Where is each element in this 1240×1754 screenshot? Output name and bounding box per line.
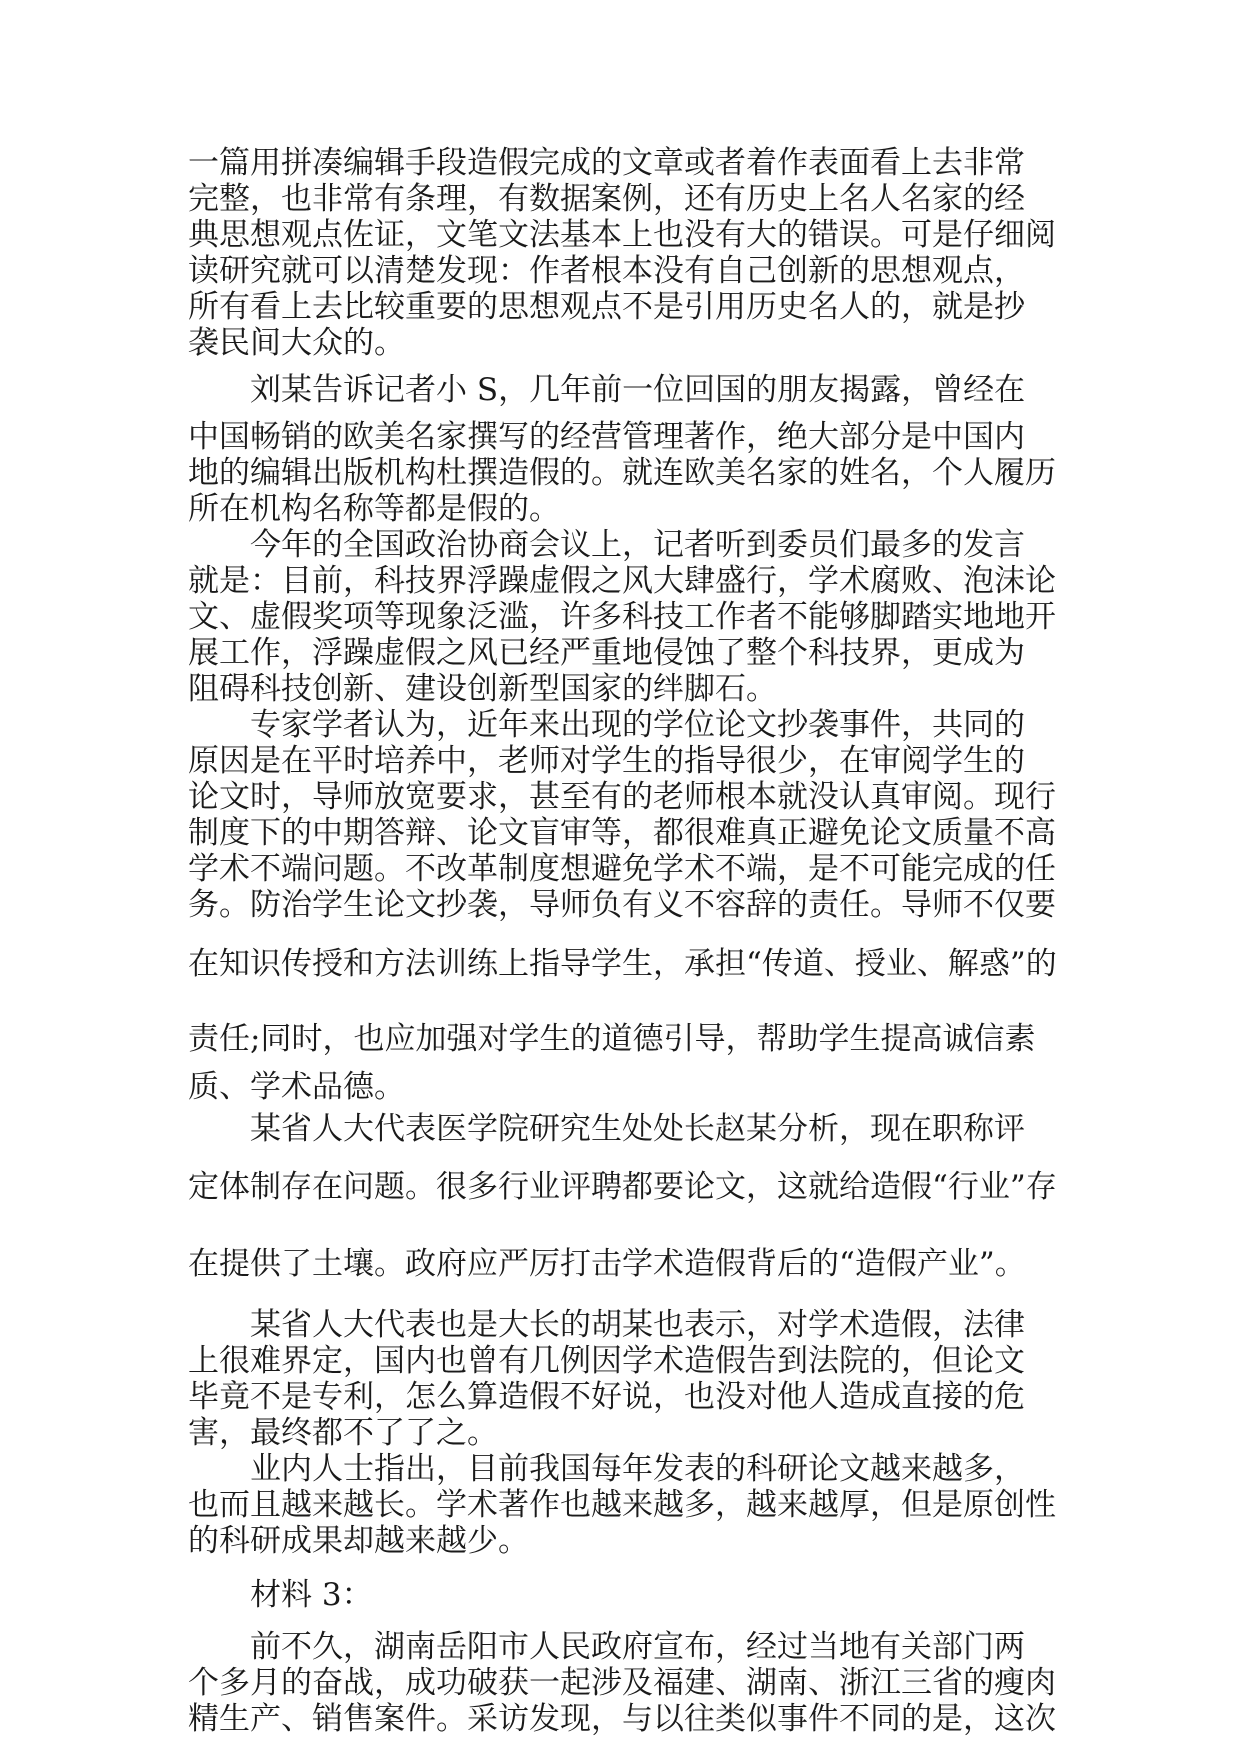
text-line: 前不久，湖南岳阳市人民政府宣布，经过当地有关部门两 bbox=[250, 1629, 1025, 1665]
text-line: 上很难界定，国内也曾有几例因学术造假告到法院的，但论文 bbox=[188, 1343, 1025, 1379]
text-line: 个多月的奋战，成功破获一起涉及福建、湖南、浙江三省的瘦肉 bbox=[188, 1665, 1056, 1701]
text-line: 某省人大代表也是大长的胡某也表示，对学术造假，法律 bbox=[250, 1307, 1025, 1343]
text-line: 制度下的中期答辩、论文盲审等，都很难真正避免论文质量不高 bbox=[188, 815, 1056, 851]
text-line: 在知识传授和方法训练上指导学生，承担“传道、授业、解惑”的 bbox=[188, 946, 1057, 982]
text-line: 某省人大代表医学院研究生处处长赵某分析，现在职称评 bbox=[250, 1111, 1025, 1147]
text-line: 所有看上去比较重要的思想观点不是引用历史名人的，就是抄 bbox=[188, 289, 1025, 325]
text-line: 原因是在平时培养中，老师对学生的指导很少，在审阅学生的 bbox=[188, 743, 1025, 779]
text-line: 务。防治学生论文抄袭，导师负有义不容辞的责任。导师不仅要 bbox=[188, 887, 1056, 923]
text-line: 中国畅销的欧美名家撰写的经营管理著作，绝大部分是中国内 bbox=[188, 419, 1025, 455]
text-line: 的科研成果却越来越少。 bbox=[188, 1523, 529, 1559]
text-line: 袭民间大众的。 bbox=[188, 325, 405, 361]
text-line: 质、学术品德。 bbox=[188, 1069, 405, 1105]
text-line: 专家学者认为，近年来出现的学位论文抄袭事件，共同的 bbox=[250, 707, 1025, 743]
text-line: 学术不端问题。不改革制度想避免学术不端，是不可能完成的任 bbox=[188, 851, 1056, 887]
text-line: 读研究就可以清楚发现：作者根本没有自己创新的思想观点， bbox=[188, 253, 1025, 289]
text-line: 一篇用拼凑编辑手段造假完成的文章或者着作表面看上去非常 bbox=[188, 145, 1025, 181]
text-line: 典思想观点佐证，文笔文法基本上也没有大的错误。可是仔细阅 bbox=[188, 217, 1056, 253]
text-line: 阻碍科技创新、建设创新型国家的绊脚石。 bbox=[188, 671, 777, 707]
text-line: 完整，也非常有条理，有数据案例，还有历史上名人名家的经 bbox=[188, 181, 1025, 217]
section-label: 材料 3： bbox=[250, 1577, 373, 1613]
text-line: 害，最终都不了了之。 bbox=[188, 1415, 498, 1451]
text-line: 毕竟不是专利，怎么算造假不好说，也没对他人造成直接的危 bbox=[188, 1379, 1025, 1415]
text-line: 精生产、销售案件。采访发现，与以往类似事件不同的是，这次 bbox=[188, 1701, 1056, 1737]
text-line: 业内人士指出，目前我国每年发表的科研论文越来越多， bbox=[250, 1451, 1025, 1487]
text-line: 所在机构名称等都是假的。 bbox=[188, 491, 560, 527]
text-line: 就是：目前，科技界浮躁虚假之风大肆盛行，学术腐败、泡沫论 bbox=[188, 563, 1056, 599]
text-line: 责任;同时，也应加强对学生的道德引导，帮助学生提高诚信素 bbox=[188, 1021, 1036, 1057]
text-line: 也而且越来越长。学术著作也越来越多，越来越厚，但是原创性 bbox=[188, 1487, 1056, 1523]
text-line: 在提供了土壤。政府应严厉打击学术造假背后的“造假产业”。 bbox=[188, 1246, 1026, 1282]
text-line: 展工作，浮躁虚假之风已经严重地侵蚀了整个科技界，更成为 bbox=[188, 635, 1025, 671]
text-line: 今年的全国政治协商会议上，记者听到委员们最多的发言 bbox=[250, 527, 1025, 563]
text-line: 文、虚假奖项等现象泛滥，许多科技工作者不能够脚踏实地地开 bbox=[188, 599, 1056, 635]
text-line: 定体制存在问题。很多行业评聘都要论文，这就给造假“行业”存 bbox=[188, 1169, 1057, 1205]
text-line: 地的编辑出版机构杜撰造假的。就连欧美名家的姓名，个人履历 bbox=[188, 455, 1056, 491]
text-line: 论文时，导师放宽要求，甚至有的老师根本就没认真审阅。现行 bbox=[188, 779, 1056, 815]
text-line: 刘某告诉记者小 S，几年前一位回国的朋友揭露，曾经在 bbox=[250, 372, 1026, 408]
